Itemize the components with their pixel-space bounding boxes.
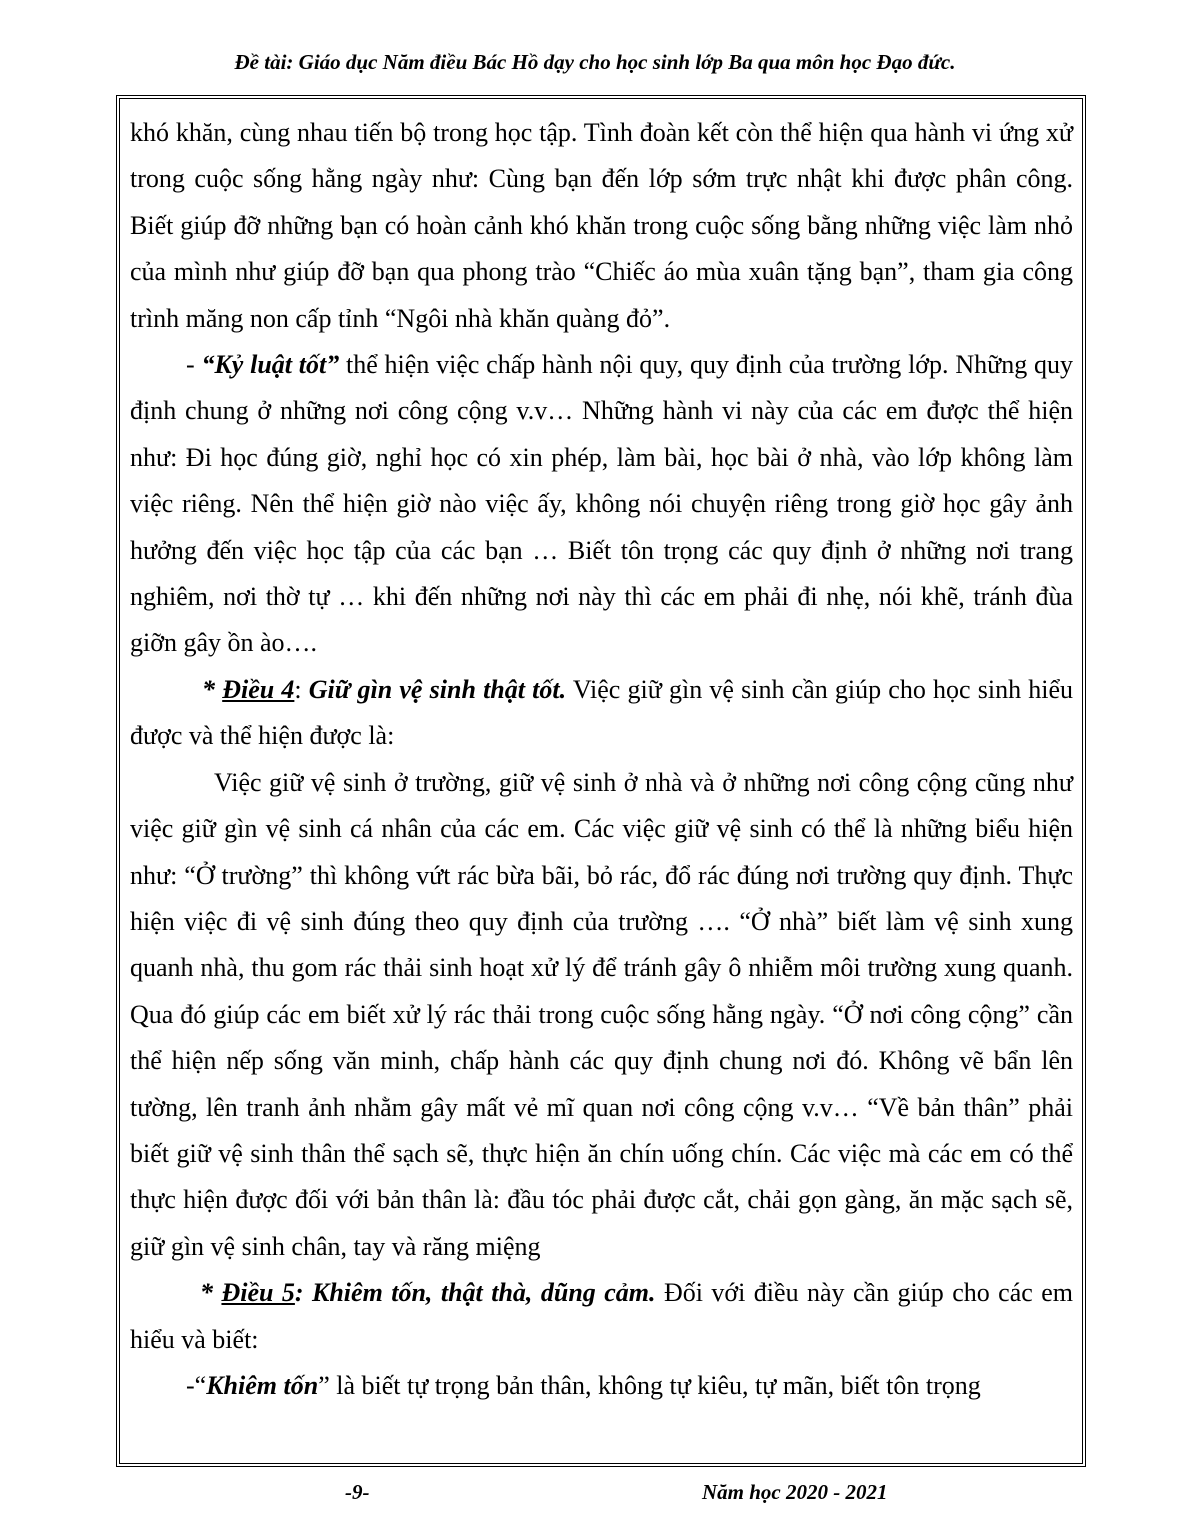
page-header: Đề tài: Giáo dục Năm điều Bác Hồ dạy cho học sinh lớp Ba qua môn học Đạo đức. <box>234 50 956 74</box>
term-khiem-ton: Khiêm tốn <box>206 1370 319 1400</box>
article-4-title: Giữ gìn vệ sinh thật tốt. <box>308 674 567 704</box>
paragraph-3: * Điều 4: Giữ gìn vệ sinh thật tốt. Việc giữ gìn vệ sinh cần giúp cho học sinh hiểu được và thể hiện được là: <box>130 674 1074 751</box>
paragraph-1: khó khăn, cùng nhau tiến bộ trong học tập. Tình đoàn kết còn thể hiện qua hành vi ứng xử trong cuộc sống hằng ngày như: Cùng bạn đến lớp sớm trực nhật khi được phân công. Biết giúp đỡ những bạn có hoàn cảnh khó khăn trong cuộc sống bằng những việc làm nhỏ của mình như giúp đỡ bạn qua phong trào “Chiếc áo mùa xuân tặng bạn”, tham gia công trình măng non cấp tỉnh “Ngôi nhà khăn quàng đỏ”. <box>130 118 1073 333</box>
paragraph-4: Việc giữ vệ sinh ở trường, giữ vệ sinh ở nhà và ở những nơi công cộng cũng như việc giữ gìn vệ sinh cá nhân của các em. Các việc giữ vệ sinh có thể là những biểu hiện như: “Ở trường” thì không vứt rác bừa bãi, bỏ rác, đổ rác đúng nơi trường quy định. Thực hiện việc đi vệ sinh đúng theo quy định của trường …. “Ở nhà” biết làm vệ sinh xung quanh nhà, thu gom rác thải sinh hoạt xử lý để tránh gây ô nhiễm môi trường xung quanh. Qua đó giúp các em biết xử lý rác thải trong cuộc sống hằng ngày. “Ở nơi công cộng” cần thể hiện nếp sống văn minh, chấp hành các quy định chung nơi đó. Không vẽ bẩn lên tường, lên tranh ảnh nhằm gây mất vẻ mĩ quan nơi công cộng v.v… “Về bản thân” phải biết giữ vệ sinh thân thể sạch sẽ, thực hiện ăn chín uống chín. Các việc mà các em có thể thực hiện được đối với bản thân là: đầu tóc phải được cắt, chải gọn gàng, ăn mặc sạch sẽ, giữ gìn vệ sinh chân, tay và răng miệng <box>130 767 1073 1261</box>
article-5-title: : Khiêm tốn, thật thà, dũng cảm. <box>294 1278 656 1308</box>
school-year: Năm học 2020 - 2021 <box>702 1480 888 1504</box>
paragraph-6: -“Khiêm tốn” là biết tự trọng bản thân, không tự kiêu, tự mãn, biết tôn trọng <box>186 1370 981 1400</box>
article-4-label: Điều 4 <box>222 674 295 704</box>
article-5-label: Điều 5 <box>221 1278 295 1308</box>
paragraph-5: * Điều 5: Khiêm tốn, thật thà, dũng cảm. Đối với điều này cần giúp cho các em hiểu và biết: <box>130 1278 1074 1354</box>
page-number: -9- <box>345 1480 370 1504</box>
term-ky-luat-tot: “Kỷ luật tốt” <box>201 350 340 380</box>
paragraph-2: - “Kỷ luật tốt” thể hiện việc chấp hành nội quy, quy định của trường lớp. Những quy định chung ở những nơi công cộng v.v… Những hành vi này của các em được thể hiện như: Đi học đúng giờ, nghỉ học có xin phép, làm bài, học bài ở nhà, vào lớp không làm việc riêng. Nên thể hiện giờ nào việc ấy, không nói chuyện riêng trong giờ học gây ảnh hưởng đến việc học tập của các bạn … Biết tôn trọng các quy định ở những nơi trang nghiêm, nơi thờ tự … khi đến những nơi này thì các em phải đi nhẹ, nói khẽ, tránh đùa giỡn gây ồn ào…. <box>130 350 1073 658</box>
document-body <box>130 110 1073 1409</box>
